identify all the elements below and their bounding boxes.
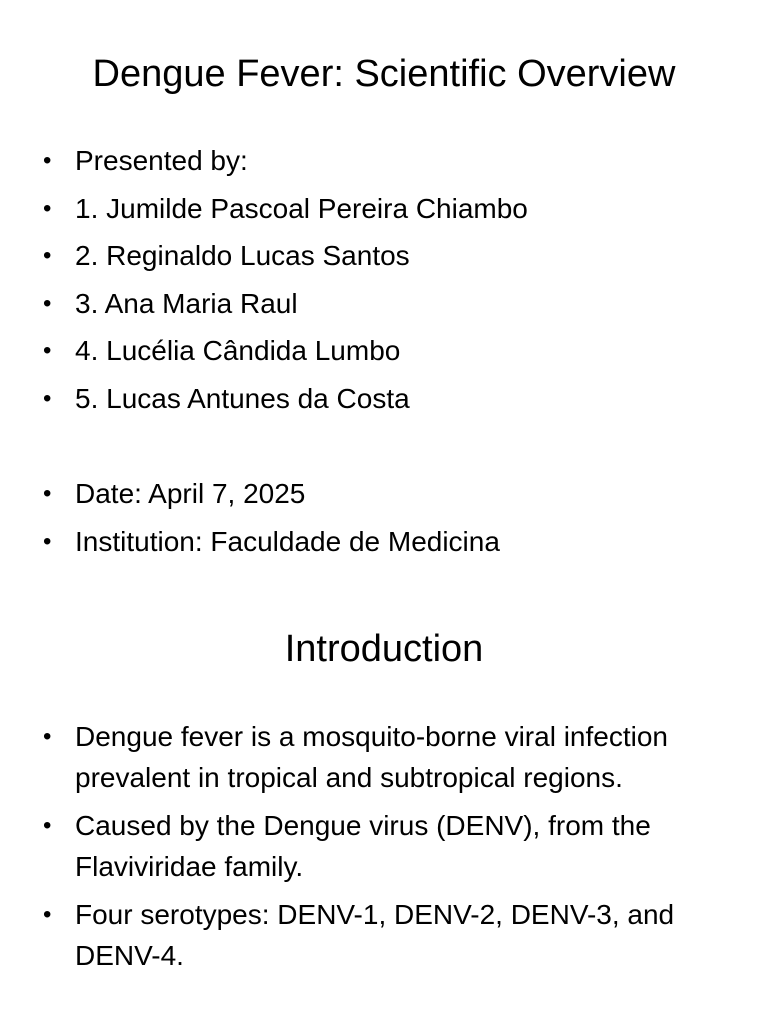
list-item-text: 5. Lucas Antunes da Costa <box>75 382 410 414</box>
list-spacer <box>0 422 740 470</box>
slide-title: Dengue Fever: Scientific Overview <box>92 53 676 95</box>
bullet-icon: • <box>43 337 52 364</box>
slide-title: Introduction <box>284 628 484 670</box>
list-item-text: 4. Lucélia Cândida Lumbo <box>75 335 401 366</box>
list-item-text: Caused by the Dengue virus (DENV), from the Flaviviridae family. <box>75 810 651 882</box>
bullet-icon: • <box>43 147 52 174</box>
introduction-list <box>0 716 730 983</box>
bullet-icon: • <box>43 289 52 317</box>
list-item <box>0 280 740 328</box>
date-text: Date: April 7, 2025 <box>75 478 306 509</box>
bullet-icon: • <box>43 242 52 269</box>
list-item-text: 2. Reginaldo Lucas Santos <box>75 240 410 271</box>
list-item-date <box>0 470 740 518</box>
bullet-icon: • <box>43 384 52 412</box>
list-item <box>0 327 740 375</box>
list-item-text: Presented by: <box>75 145 248 176</box>
list-item-text: Dengue fever is a mosquito-borne viral infection prevalent in tropical and subtropical regions. <box>75 721 668 793</box>
list-item <box>0 185 740 233</box>
list-item <box>0 137 740 185</box>
bullet-icon: • <box>43 527 52 555</box>
list-item <box>0 375 740 423</box>
bullet-icon: • <box>43 901 52 928</box>
bullet-icon: • <box>43 812 52 839</box>
list-item-institution <box>0 518 740 566</box>
bullet-icon: • <box>43 194 52 222</box>
institution-text: Institution: Faculdade de Medicina <box>75 525 500 557</box>
list-item <box>0 716 730 798</box>
list-item <box>0 232 740 280</box>
list-item-text: Four serotypes: DENV-1, DENV-2, DENV-3, and DENV-4. <box>75 899 675 971</box>
list-item-text: 3. Ana Maria Raul <box>75 287 298 319</box>
bullet-icon: • <box>43 480 52 507</box>
list-item-text: 1. Jumilde Pascoal Pereira Chiambo <box>75 192 528 224</box>
list-item <box>0 805 730 887</box>
bullet-icon: • <box>43 723 52 750</box>
list-item <box>0 894 730 976</box>
presenters-list <box>0 137 740 565</box>
